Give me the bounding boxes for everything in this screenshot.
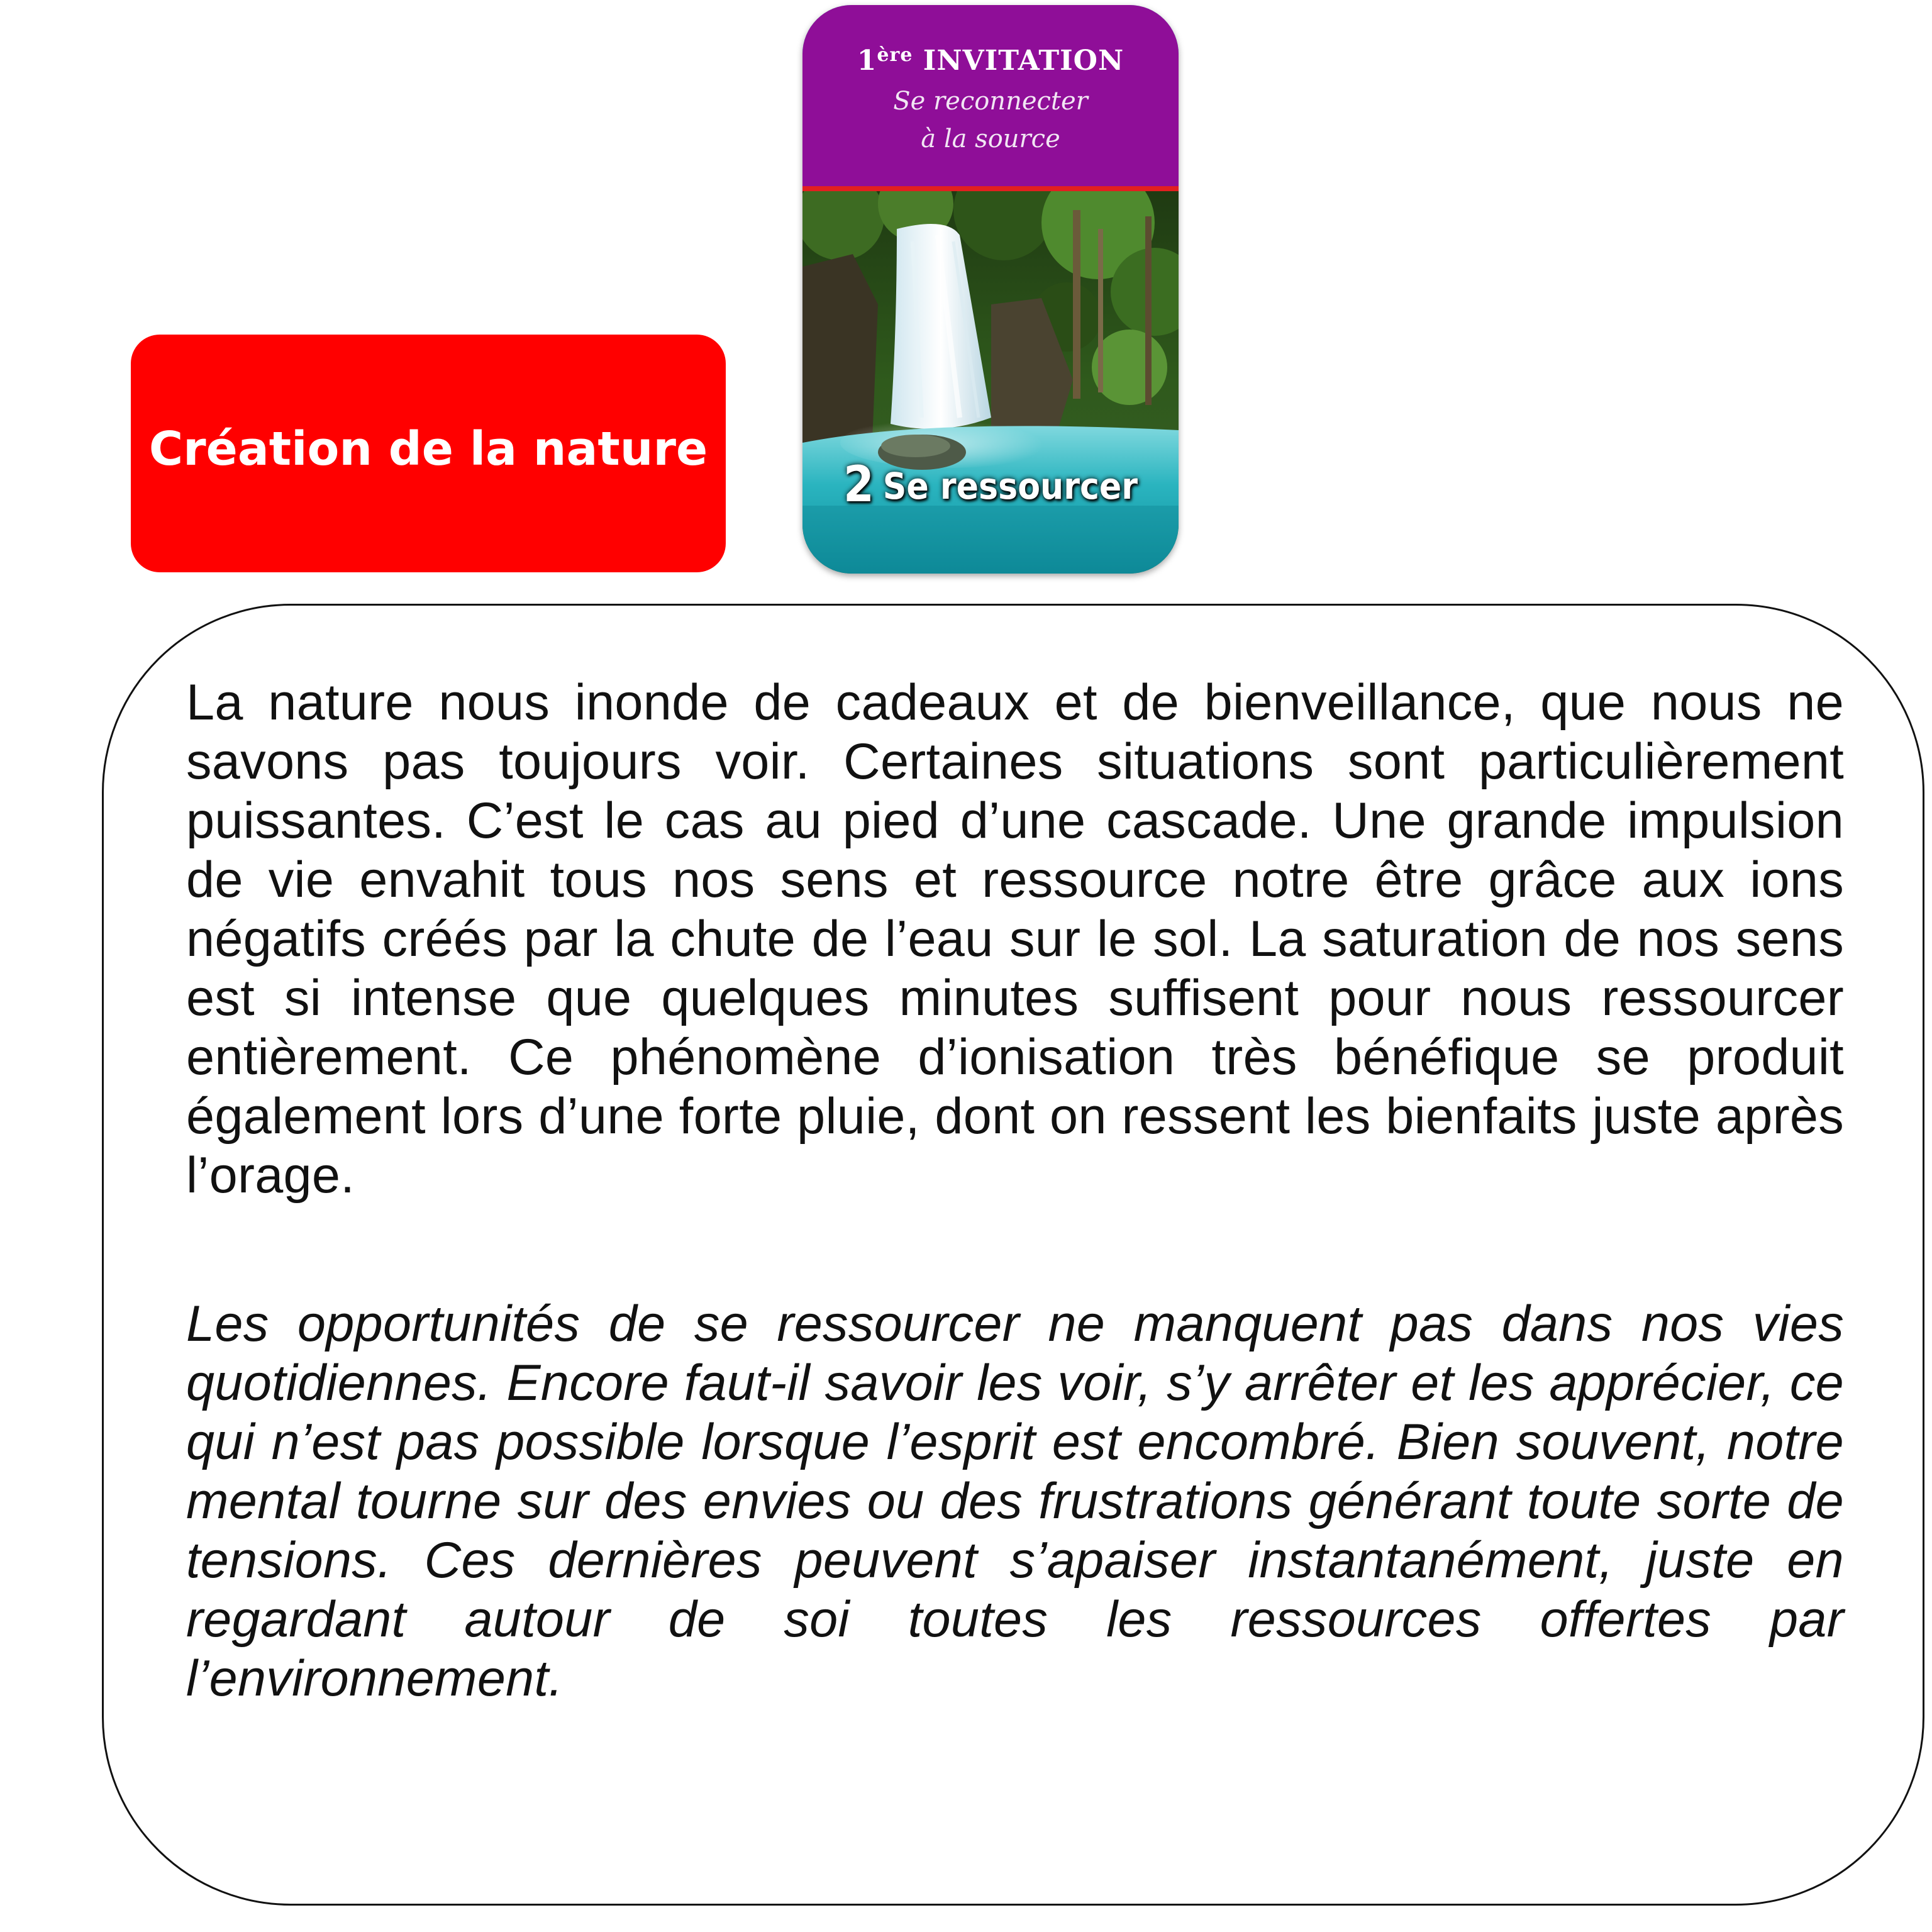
card-header-word: INVITATION bbox=[923, 45, 1124, 77]
card-title bbox=[802, 457, 1179, 513]
waterfall-image bbox=[802, 191, 1179, 574]
category-badge bbox=[131, 335, 726, 572]
card-subtitle-line1: Se reconnecter bbox=[893, 87, 1088, 116]
paragraph-1: La nature nous inonde de cadeaux et de bienveillance, que nous ne savons pas toujours voir. Certaines situations sont particulièrement puissantes. C’est le cas au pied d’une cascade. Une grande impulsion de vie envahit tous nos sens et ressource notre être grâce aux ions négatifs créés par la chute de l’eau sur le sol. La saturation de nos sens est si intense que quelques minutes suffisent pour nous ressourcer entièrement. Ce phénomène d’ionisation très bénéfique se produit également lors d’une forte pluie, dont on ressent les bienfaits juste après l’orage. bbox=[186, 674, 1844, 1204]
card-number: 2 bbox=[843, 457, 874, 513]
card-subtitle-line2: à la source bbox=[921, 125, 1060, 153]
card-header-title bbox=[802, 44, 1179, 77]
category-label: Création de la nature bbox=[148, 422, 708, 476]
card-divider bbox=[802, 186, 1179, 191]
card-header-superscript: ère bbox=[877, 44, 913, 66]
card-header bbox=[802, 5, 1179, 186]
invitation-card bbox=[802, 5, 1179, 574]
paragraph-2: Les opportunités de se ressourcer ne manquent pas dans nos vies quotidiennes. Encore faut-il savoir les voir, s’y arrêter et les apprécier, ce qui n’est pas possible lorsque l’esprit est encombré. Bien souvent, notre mental tourne sur des envies ou des frustrations générant toute sorte de tensions. Ces dernières peuvent s’apaiser instantanément, juste en regardant autour de soi toutes les ressources offertes par l’environnement. bbox=[186, 1296, 1844, 1707]
card-title-text: Se ressourcer bbox=[882, 465, 1138, 508]
card-header-number: 1 bbox=[857, 45, 877, 77]
